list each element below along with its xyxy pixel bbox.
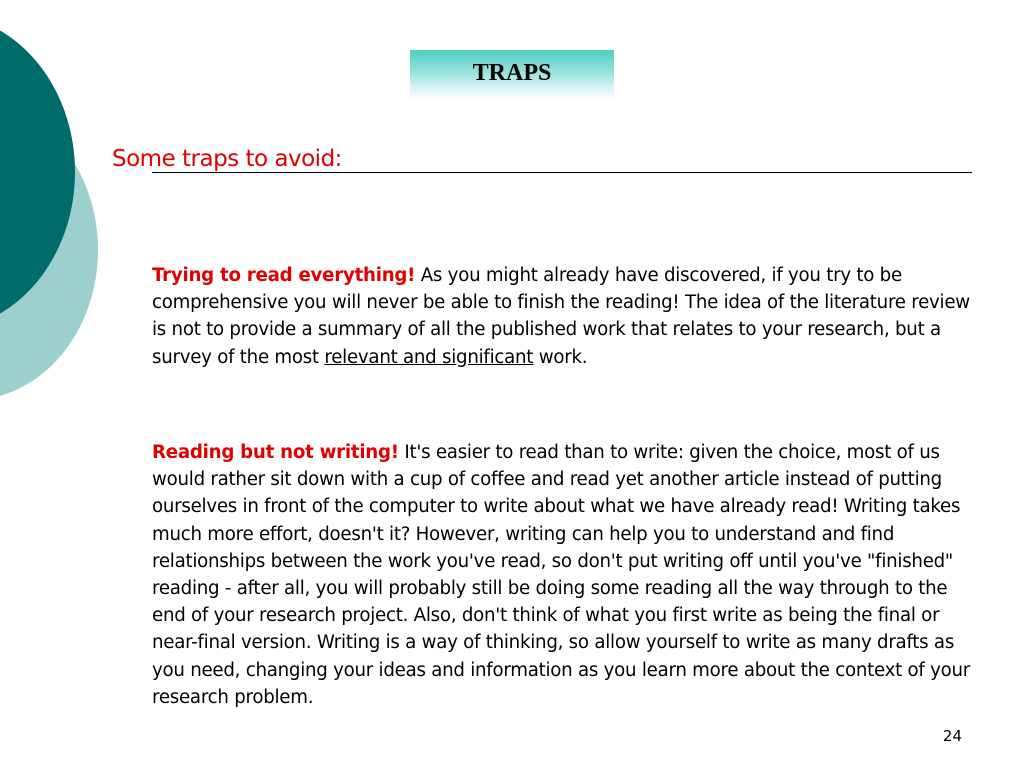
underlined-phrase: relevant and significant [324, 346, 534, 368]
subtitle-underline-rule [152, 172, 972, 173]
decorative-circles [0, 0, 110, 420]
title-banner [410, 50, 614, 100]
paragraph-text: As you might already have discovered, if you try to be comprehensive you will never be able to finish the reading! The idea of the literature review is not to provide a summary of all the published work that relates to your research, but a survey of the most [152, 265, 970, 368]
paragraph-text-end: work. [533, 346, 588, 368]
paragraph-lead: Trying to read everything! [152, 265, 416, 286]
paragraph-reading-but-not-writing [152, 439, 974, 711]
paragraph-lead: Reading but not writing! [152, 442, 399, 463]
paragraph-trying-to-read-everything [152, 262, 974, 371]
slide-title: TRAPS [472, 59, 552, 86]
paragraph-text: It's easier to read than to write: given the choice, most of us would rather sit down with a cup of coffee and read yet another article instead of putting ourselves in front of the computer to write about what we have already read! Writing takes much more effort, doesn't it? However, writing can help you to understand and find relationships between the work you've read, so don't put writing off until you've "finished" reading - after all, you will probably still be doing some reading all the way through to the end of your research project. Also, don't think of what you first write as being the final or near-final version. Writing is a way of thinking, so allow yourself to write as many drafts as you need, changing your ideas and information as you learn more about the context of your research problem. [152, 442, 970, 708]
page-number: 24 [942, 727, 962, 745]
slide-subtitle: Some traps to avoid: [112, 146, 342, 172]
